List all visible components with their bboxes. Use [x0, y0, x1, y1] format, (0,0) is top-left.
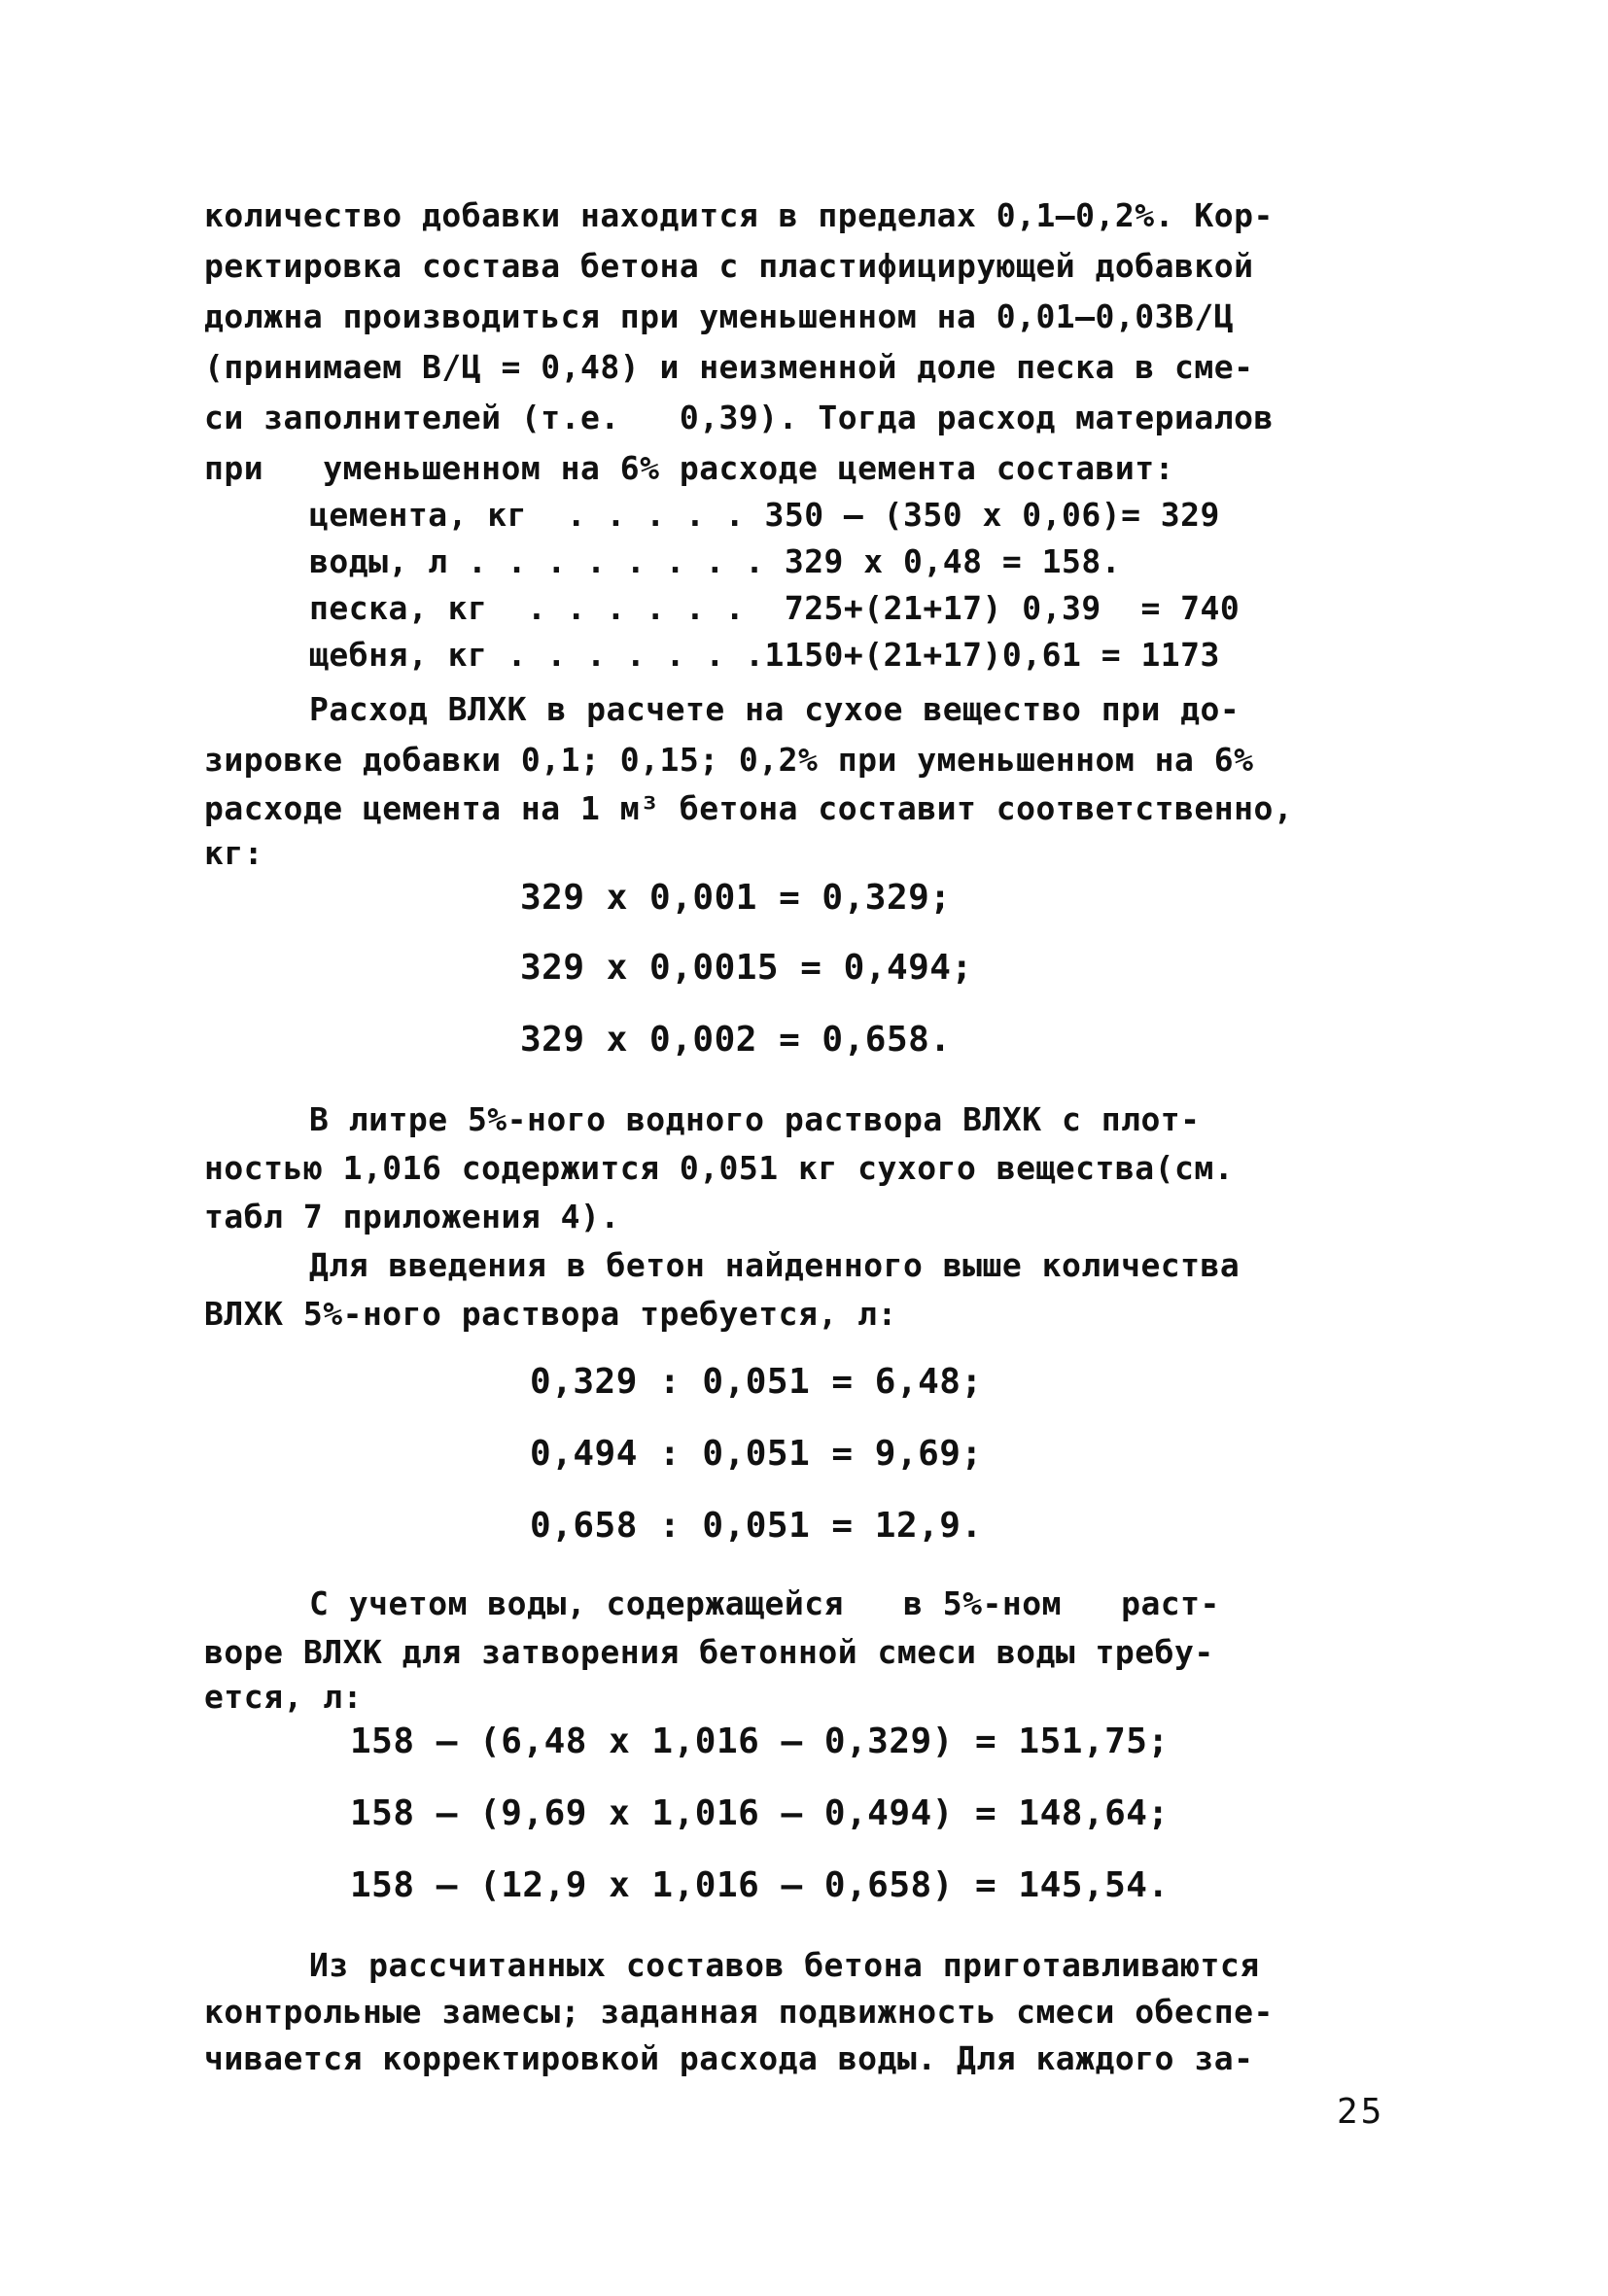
text-line: В литре 5%-ного водного раствора ВЛХК с плот- — [309, 1100, 1201, 1138]
text-line: при уменьшенном на 6% расходе цемента составит: — [204, 449, 1175, 487]
formula-line: 0,658 : 0,051 = 12,9. — [530, 1506, 983, 1546]
text-line: табл 7 приложения 4). — [204, 1198, 620, 1235]
formula-line: 0,494 : 0,051 = 9,69; — [530, 1434, 983, 1474]
formula-line: 329 х 0,001 = 0,329; — [520, 878, 952, 918]
text-line: Для введения в бетон найденного выше количества — [309, 1246, 1241, 1284]
text-line: расходе цемента на 1 м³ бетона составит соответственно, — [204, 789, 1294, 827]
text-line: Из рассчитанных составов бетона приготавливаются — [309, 1946, 1260, 1984]
text-line: чивается корректировкой расхода воды. Для каждого за- — [204, 2039, 1254, 2077]
materials-item-cement: цемента, кг . . . . . 350 – (350 х 0,06)= 329 — [309, 496, 1220, 534]
text-line: Расход ВЛХК в расчете на сухое вещество при до- — [309, 690, 1241, 728]
formula-line: 329 х 0,0015 = 0,494; — [520, 948, 973, 988]
page-number: 25 — [1337, 2092, 1385, 2132]
materials-item-water: воды, л . . . . . . . . 329 х 0,48 = 158. — [309, 542, 1122, 580]
text-line: кг: — [204, 834, 264, 872]
materials-item-sand: песка, кг . . . . . . 725+(21+17) 0,39 = 740 — [309, 589, 1241, 627]
formula-line: 158 – (6,48 х 1,016 – 0,329) = 151,75; — [350, 1722, 1170, 1761]
text-line: ВЛХК 5%-ного раствора требуется, л: — [204, 1295, 897, 1333]
text-line: зировке добавки 0,1; 0,15; 0,2% при уменьшенном на 6% — [204, 741, 1254, 779]
text-line: ется, л: — [204, 1678, 363, 1716]
text-line: контрольные замесы; заданная подвижность смеси обеспе- — [204, 1993, 1274, 2031]
text-line: количество добавки находится в пределах 0,1–0,2%. Кор- — [204, 196, 1274, 234]
formula-line: 158 – (12,9 х 1,016 – 0,658) = 145,54. — [350, 1865, 1170, 1905]
formula-line: 329 х 0,002 = 0,658. — [520, 1020, 952, 1060]
text-line: ректировка состава бетона с пластифицирующей добавкой — [204, 247, 1254, 285]
text-line: (принимаем В/Ц = 0,48) и неизменной доле песка в сме- — [204, 348, 1254, 386]
text-line: воре ВЛХК для затворения бетонной смеси воды требу- — [204, 1633, 1214, 1671]
formula-line: 158 – (9,69 х 1,016 – 0,494) = 148,64; — [350, 1793, 1170, 1833]
formula-line: 0,329 : 0,051 = 6,48; — [530, 1362, 983, 1402]
text-line: си заполнителей (т.е. 0,39). Тогда расход материалов — [204, 399, 1274, 436]
text-line: должна производиться при уменьшенном на 0,01–0,03В/Ц — [204, 297, 1235, 335]
materials-item-gravel: щебня, кг . . . . . . .1150+(21+17)0,61 = 1173 — [309, 636, 1220, 674]
text-line: ностью 1,016 содержится 0,051 кг сухого вещества(см. — [204, 1149, 1235, 1187]
text-line: С учетом воды, содержащейся в 5%-ном раст- — [309, 1584, 1220, 1622]
